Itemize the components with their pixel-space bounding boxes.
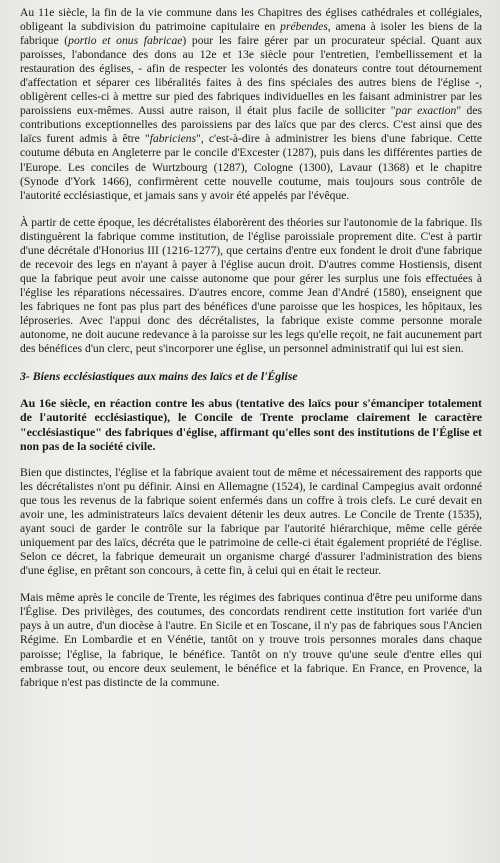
paragraph-origins	[20, 6, 482, 203]
text-run: ) pour les faire gérer par un procurateur spécial. Quant aux paroisses, l'abondance des dons au 12e et 13e siècle pour l'entretien, l'embellissement et la restauration des églises, - afin de respecter les volontés des donateurs contre tout détournement d'affectation et séparer ces libéralités faites à des fins spéciales des autres biens de l'église -, obligèrent celles-ci à mettre sur pied des fabriques individuelles en les faisant administrer par les paroissiens eux-mêmes. Aussi autre raison, il était plus facile de solliciter "	[20, 34, 482, 118]
spacer	[20, 453, 482, 466]
emphasis-portio: portio et onus fabricae	[68, 34, 183, 48]
text-run: Au 11e siècle, la fin de la vie commune dans les Chapitres des églises cathédrales et collégiales, obligeant la subdivision du patrimoine capitulaire en	[20, 6, 482, 34]
paragraph-decretalistes: À partir de cette époque, les décrétalistes élaborèrent des théories sur l'autonomie de la fabrique. Ils distinguèrent la fabrique comme institution, de l'église paroissiale proprement dite. C'est à partir d'une décrétale d'Honorius III (1216-1277), que certains d'entre eux fondent le droit d'une fabrique de recevoir des legs en n'ayant à payer à l'église aucun droit. D'autres comme Hostiensis, disent que la fabrique peut avoir une caisse autonome que pour gérer les surplus une fois effectuées à l'église les réparations nécessaires. D'autres encore, comme Jean d'André (1580), enseignent que les fabriques ne font pas plus part des bénéfices d'une paroisse que les hospices, les hôpitaux, les léproseries. Avec l'appui donc des décrétalistes, la fabrique existe comme personne morale autonome, ne doit aucune redevance à la paroisse sur les legs qu'elle reçoit, ne fait aucunement part des bénéfices d'un clerc, peut s'incorporer une église, un personnel administratif qui lui est sien.	[20, 215, 482, 356]
spacer	[20, 356, 482, 369]
paragraph-trente-bold: Au 16e siècle, en réaction contre les abus (tentative des laïcs pour s'émanciper totalement de l'autorité ecclésiastique), le Concile de Trente proclame clairement le caractère "ecclésiastique" des fabriques d'église, affirmant qu'elles sont des institutions de l'Église et non pas de la société civile.	[20, 396, 482, 453]
emphasis-prebendes: prébendes	[280, 20, 328, 34]
emphasis-exaction: par exaction	[395, 104, 457, 118]
spacer	[20, 578, 482, 591]
spacer	[20, 383, 482, 396]
text-run: , amena à isoler les biens de la fabrique (	[20, 20, 482, 48]
paragraph-regimes: Mais même après le concile de Trente, les régimes des fabriques continua d'être peu uniforme dans l'Église. Des privilèges, des coutumes, des concordats rendirent cette institution fort variée d'un pays à un autre, d'un diocèse à l'autre. En Sicile et en Toscane, il n'y pas de fabriques sous l'Ancien Régime. En Lombardie et en Vénétie, tantôt on y trouve trois personnes morales dans chaque paroisse; l'église, la fabrique, le bénéfice. Tantôt on n'y trouve qu'une seule d'entre elles qui embrasse tout, ou encore deux seulement, le bénéfice et la fabrique. En France, en Provence, la fabrique n'est pas distincte de la commune.	[20, 591, 482, 689]
text-run: ", c'est-à-dire à administrer les biens d'une fabrique. Cette coutume débuta en Angleterre par le concile d'Excester (1287), puis dans les différentes parties de l'Europe. Les conciles de Wurtzbourg (1287), Cologne (1300), Lavaur (1368) et le chapitre (Synode d'York 1466), confirmèrent cette nouvelle coutume, mais toujours sous contrôle de l'autorité ecclésiastique, et jamais sans y avoir été appelés par l'évêque.	[20, 132, 482, 202]
emphasis-fabriciens: fabriciens	[149, 132, 197, 146]
spacer	[20, 203, 482, 216]
text-run: " des contributions exceptionnelles des paroissiens par des laïcs que par des clercs. C'est ainsi que des laïcs furent admis à être "	[20, 104, 482, 146]
paragraph-rapports: Bien que distinctes, l'église et la fabrique avaient tout de même et nécessairement des rapports que les décrétalistes n'ont pu définir. Ainsi en Allemagne (1524), le cardinal Campegius avait ordonné que tous les revenus de la fabrique soient enfermés dans un coffre à trois clefs. Le curé devait en avoir une, les administrateurs laïcs devaient détenir les deux autres. Le Concile de Trente (1535), ayant souci de garder le contrôle sur la fabrique par l'autorité hiérarchique, même celle gérée uniquement par des laïcs, décréta que le patrimoine de celle-ci était également propriété de l'église. Selon ce décret, la fabrique demeurait un organisme chargé d'assurer l'administration des biens d'une église, en prêtant son concours, à cette fin, à celui qui en était le recteur.	[20, 465, 482, 578]
section-title: 3- Biens ecclésiastiques aux mains des laïcs et de l'Église	[20, 369, 298, 384]
